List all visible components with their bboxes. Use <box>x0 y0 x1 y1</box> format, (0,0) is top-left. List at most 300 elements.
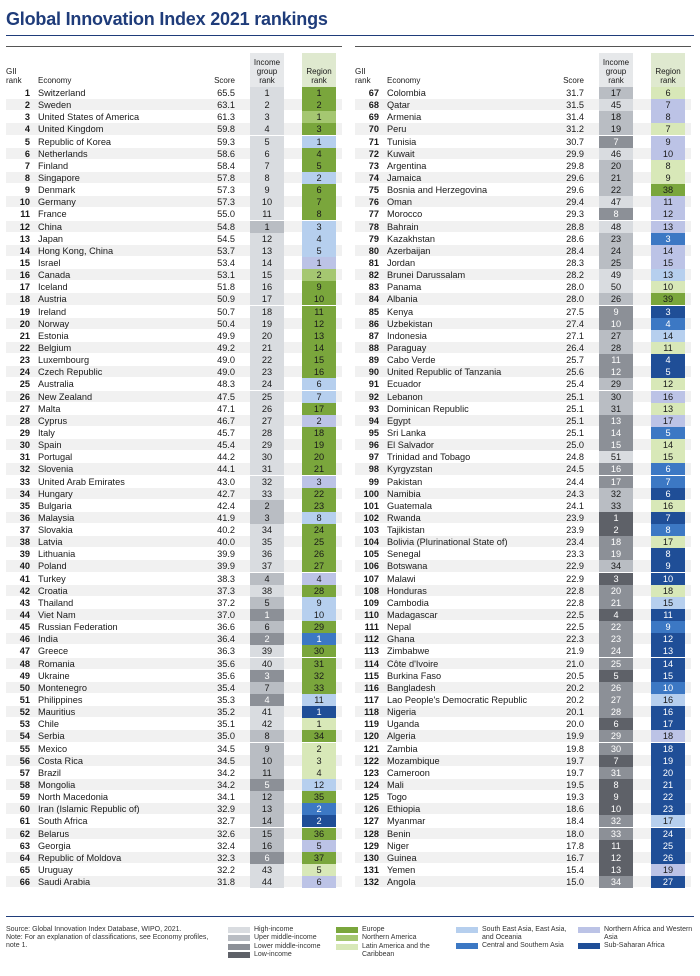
table-row <box>355 609 691 621</box>
economy-cell: Colombia <box>387 88 426 98</box>
income-rank-cell: 9 <box>599 791 633 803</box>
gii-rank-cell: 87 <box>368 330 379 341</box>
income-rank-cell: 35 <box>250 536 284 548</box>
table-row <box>6 730 342 742</box>
income-rank-cell: 9 <box>250 184 284 196</box>
score-cell: 31.7 <box>566 88 584 98</box>
gii-rank-cell: 28 <box>19 415 30 426</box>
economy-cell: Malta <box>38 403 61 414</box>
economy-cell: Lithuania <box>38 549 76 560</box>
income-rank-cell: 3 <box>250 670 284 682</box>
table-row <box>6 500 342 512</box>
income-rank-cell: 27 <box>599 330 633 342</box>
table-row <box>355 87 691 99</box>
gii-rank-cell: 20 <box>19 318 30 329</box>
region-rank-cell: 1 <box>302 136 336 148</box>
gii-rank-cell: 91 <box>368 379 379 390</box>
economy-cell: Bosnia and Herzegovina <box>387 185 488 196</box>
economy-cell: Malawi <box>387 573 416 584</box>
gii-rank-cell: 36 <box>19 512 30 523</box>
table-row <box>355 512 691 524</box>
table-row <box>355 840 691 852</box>
income-rank-cell: 7 <box>599 136 633 148</box>
economy-cell: Yemen <box>387 865 416 875</box>
score-cell: 24.8 <box>566 452 584 463</box>
gii-rank-cell: 45 <box>19 622 30 633</box>
economy-cell: India <box>38 634 58 645</box>
income-rank-cell: 13 <box>599 864 633 876</box>
table-row <box>6 136 342 148</box>
region-rank-cell: 32 <box>302 670 336 682</box>
economy-cell: Zimbabwe <box>387 646 430 657</box>
economy-cell: Mauritius <box>38 707 76 718</box>
gii-rank-cell: 102 <box>363 512 379 523</box>
economy-cell: Philippines <box>38 695 83 706</box>
gii-rank-cell: 50 <box>19 682 30 693</box>
table-row <box>355 803 691 815</box>
region-rank-cell: 39 <box>651 293 685 305</box>
table-row <box>355 743 691 755</box>
title-divider <box>6 35 694 36</box>
region-rank-cell: 8 <box>651 111 685 123</box>
economy-cell: Honduras <box>387 585 427 596</box>
economy-cell: Pakistan <box>387 476 423 487</box>
score-cell: 22.3 <box>566 634 584 645</box>
score-cell: 29.6 <box>566 172 584 183</box>
region-rank-cell: 6 <box>302 876 336 888</box>
legend-item <box>336 926 451 934</box>
income-rank-cell: 19 <box>250 318 284 330</box>
score-cell: 32.7 <box>217 816 235 827</box>
table-row <box>355 208 691 220</box>
score-cell: 19.7 <box>566 755 584 766</box>
income-rank-cell: 28 <box>599 706 633 718</box>
score-cell: 36.4 <box>217 634 235 645</box>
income-rank-cell: 12 <box>250 233 284 245</box>
score-cell: 35.2 <box>217 707 235 718</box>
region-rank-cell: 5 <box>302 864 336 876</box>
income-rank-cell: 37 <box>250 560 284 572</box>
economy-cell: Kazakhstan <box>387 233 436 244</box>
gii-rank-cell: 34 <box>19 488 30 499</box>
table-row <box>6 293 342 305</box>
region-rank-cell: 35 <box>302 791 336 803</box>
income-rank-cell: 12 <box>599 852 633 864</box>
economy-cell: Greece <box>38 646 69 657</box>
economy-cell: Myanmar <box>387 816 426 827</box>
table-row <box>355 585 691 597</box>
header-gii-rank: GII rank <box>6 67 22 85</box>
income-rank-cell: 34 <box>599 876 633 888</box>
table-row <box>355 573 691 585</box>
gii-rank-cell: 100 <box>363 488 379 499</box>
income-rank-cell: 13 <box>599 415 633 427</box>
table-row <box>6 415 342 427</box>
score-cell: 46.7 <box>217 415 235 426</box>
table-row <box>6 852 342 864</box>
region-rank-cell: 19 <box>302 439 336 451</box>
table-row <box>6 148 342 160</box>
region-rank-cell: 20 <box>651 767 685 779</box>
region-rank-cell: 4 <box>302 233 336 245</box>
economy-cell: Paraguay <box>387 342 427 353</box>
economy-cell: Burkina Faso <box>387 670 442 681</box>
score-cell: 36.3 <box>217 646 235 657</box>
gii-rank-cell: 84 <box>368 294 379 305</box>
legend-item <box>456 926 576 942</box>
score-cell: 31.8 <box>217 877 235 888</box>
income-rank-cell: 16 <box>599 463 633 475</box>
table-row <box>355 767 691 779</box>
gii-rank-cell: 9 <box>24 185 30 196</box>
economy-cell: Poland <box>38 561 67 572</box>
economy-cell: Austria <box>38 294 67 305</box>
economy-cell: Panama <box>387 282 422 293</box>
income-rank-cell: 6 <box>250 148 284 160</box>
table-row <box>6 621 342 633</box>
gii-rank-cell: 64 <box>19 852 30 863</box>
score-cell: 29.4 <box>566 197 584 208</box>
economy-cell: Italy <box>38 427 55 438</box>
score-cell: 24.4 <box>566 476 584 487</box>
legend-label: Latin America and the Caribbean <box>362 942 430 958</box>
gii-rank-cell: 19 <box>19 306 30 317</box>
economy-cell: Belarus <box>38 828 70 839</box>
score-cell: 23.9 <box>566 512 584 523</box>
income-rank-cell: 29 <box>599 730 633 742</box>
economy-cell: Mozambique <box>387 755 440 766</box>
table-row <box>355 221 691 233</box>
income-rank-cell: 10 <box>599 318 633 330</box>
region-rank-cell: 13 <box>651 221 685 233</box>
score-cell: 32.3 <box>217 852 235 863</box>
legend-swatch <box>228 944 250 950</box>
table-row <box>6 718 342 730</box>
table-row <box>355 415 691 427</box>
region-rank-cell: 26 <box>651 852 685 864</box>
rankings-table-left <box>6 53 342 888</box>
income-rank-cell: 11 <box>250 208 284 220</box>
legend-label: Northern Africa and Western Asia <box>604 926 693 941</box>
gii-rank-cell: 79 <box>368 233 379 244</box>
gii-rank-cell: 130 <box>363 852 379 863</box>
economy-cell: Switzerland <box>38 88 86 98</box>
legend-item <box>228 943 343 951</box>
economy-cell: Spain <box>38 440 62 451</box>
table-row <box>6 694 342 706</box>
score-cell: 47.5 <box>217 391 235 402</box>
income-rank-cell: 32 <box>250 476 284 488</box>
income-rank-cell: 6 <box>599 718 633 730</box>
gii-rank-cell: 16 <box>19 270 30 281</box>
score-cell: 20.2 <box>566 695 584 706</box>
region-rank-cell: 17 <box>651 415 685 427</box>
income-rank-cell: 30 <box>599 391 633 403</box>
region-rank-cell: 11 <box>302 306 336 318</box>
score-cell: 24.3 <box>566 488 584 499</box>
gii-rank-cell: 88 <box>368 342 379 353</box>
gii-rank-cell: 127 <box>363 816 379 827</box>
table-row <box>355 670 691 682</box>
region-rank-cell: 14 <box>651 658 685 670</box>
economy-cell: Mali <box>387 780 404 791</box>
income-rank-cell: 8 <box>599 208 633 220</box>
header-divider-right <box>355 46 691 47</box>
income-rank-cell: 22 <box>599 184 633 196</box>
gii-rank-cell: 69 <box>368 112 379 123</box>
economy-cell: Uruguay <box>38 865 73 875</box>
income-rank-cell: 17 <box>599 476 633 488</box>
gii-rank-cell: 15 <box>19 257 30 268</box>
gii-rank-cell: 14 <box>19 245 30 256</box>
region-rank-cell: 1 <box>302 111 336 123</box>
table-row <box>355 391 691 403</box>
table-row <box>6 706 342 718</box>
legend-swatch <box>456 927 478 933</box>
region-rank-cell: 17 <box>651 718 685 730</box>
gii-rank-cell: 126 <box>363 804 379 815</box>
income-rank-cell: 23 <box>599 633 633 645</box>
income-rank-cell: 3 <box>250 512 284 524</box>
region-rank-cell: 10 <box>651 148 685 160</box>
region-rank-cell: 16 <box>651 500 685 512</box>
legend-region-3 <box>578 926 696 950</box>
table-row <box>355 718 691 730</box>
income-rank-cell: 24 <box>250 378 284 390</box>
income-rank-cell: 2 <box>599 524 633 536</box>
region-rank-cell: 6 <box>651 87 685 99</box>
economy-cell: Costa Rica <box>38 755 83 766</box>
region-rank-cell: 12 <box>302 779 336 791</box>
region-rank-cell: 31 <box>302 658 336 670</box>
region-rank-cell: 9 <box>302 281 336 293</box>
economy-cell: Croatia <box>38 585 68 596</box>
region-rank-cell: 17 <box>651 536 685 548</box>
score-cell: 22.5 <box>566 622 584 633</box>
score-cell: 57.3 <box>217 185 235 196</box>
legend-label: High-income <box>254 926 294 933</box>
economy-cell: Japan <box>38 233 64 244</box>
gii-rank-cell: 12 <box>19 221 30 232</box>
region-rank-cell: 27 <box>651 876 685 888</box>
score-cell: 49.0 <box>217 367 235 378</box>
economy-cell: Ireland <box>38 306 67 317</box>
score-cell: 22.9 <box>566 561 584 572</box>
income-rank-cell: 51 <box>599 451 633 463</box>
table-row <box>355 451 691 463</box>
region-rank-cell: 16 <box>302 366 336 378</box>
score-cell: 22.9 <box>566 573 584 584</box>
region-rank-cell: 14 <box>651 330 685 342</box>
region-rank-cell: 10 <box>651 682 685 694</box>
table-row <box>355 536 691 548</box>
region-rank-cell: 14 <box>651 245 685 257</box>
score-cell: 35.1 <box>217 719 235 730</box>
score-cell: 21.0 <box>566 658 584 669</box>
score-cell: 26.4 <box>566 342 584 353</box>
region-rank-cell: 18 <box>651 743 685 755</box>
economy-cell: Portugal <box>38 452 73 463</box>
economy-cell: Angola <box>387 877 416 888</box>
gii-rank-cell: 35 <box>19 500 30 511</box>
gii-rank-cell: 104 <box>363 537 379 548</box>
region-rank-cell: 19 <box>651 864 685 876</box>
income-rank-cell: 16 <box>250 840 284 852</box>
legend-item <box>456 942 576 958</box>
region-rank-cell: 13 <box>651 403 685 415</box>
region-rank-cell: 4 <box>302 148 336 160</box>
gii-rank-cell: 6 <box>24 148 30 159</box>
income-rank-cell: 7 <box>599 755 633 767</box>
gii-rank-cell: 62 <box>19 828 30 839</box>
income-rank-cell: 9 <box>599 306 633 318</box>
legend-label: Uper middle-income <box>254 934 317 942</box>
region-rank-cell: 4 <box>651 354 685 366</box>
legend-item <box>228 926 343 934</box>
score-cell: 61.3 <box>217 112 235 123</box>
gii-rank-cell: 129 <box>363 840 379 851</box>
score-cell: 63.1 <box>217 100 235 111</box>
score-cell: 19.9 <box>566 731 584 742</box>
note-text: Note: For an explanation of classifications, see Economy profiles, note 1. <box>6 934 209 949</box>
economy-cell: Chile <box>38 719 59 730</box>
income-rank-cell: 41 <box>250 706 284 718</box>
income-rank-cell: 4 <box>250 123 284 135</box>
region-rank-cell: 24 <box>302 524 336 536</box>
score-cell: 31.4 <box>566 112 584 123</box>
region-rank-cell: 2 <box>302 172 336 184</box>
table-row <box>6 160 342 172</box>
income-rank-cell: 14 <box>250 257 284 269</box>
income-rank-cell: 3 <box>599 573 633 585</box>
economy-cell: Dominican Republic <box>387 403 469 414</box>
score-cell: 34.2 <box>217 767 235 778</box>
region-rank-cell: 5 <box>302 840 336 852</box>
region-rank-cell: 9 <box>651 136 685 148</box>
gii-rank-cell: 90 <box>368 367 379 378</box>
score-cell: 44.2 <box>217 452 235 463</box>
gii-rank-cell: 63 <box>19 840 30 851</box>
table-row <box>6 427 342 439</box>
region-rank-cell: 7 <box>302 196 336 208</box>
table-row <box>355 755 691 767</box>
gii-rank-cell: 121 <box>363 743 379 754</box>
region-rank-cell: 10 <box>651 573 685 585</box>
gii-rank-cell: 106 <box>363 561 379 572</box>
gii-rank-cell: 10 <box>19 197 30 208</box>
economy-cell: Estonia <box>38 330 69 341</box>
table-row <box>6 196 342 208</box>
income-rank-cell: 5 <box>599 670 633 682</box>
economy-cell: Lebanon <box>387 391 423 402</box>
income-rank-cell: 31 <box>599 767 633 779</box>
economy-cell: El Salvador <box>387 440 434 451</box>
gii-rank-cell: 123 <box>363 767 379 778</box>
table-body-left <box>6 87 342 888</box>
header-score: Score <box>563 76 584 85</box>
income-rank-cell: 9 <box>250 743 284 755</box>
region-rank-cell: 9 <box>651 560 685 572</box>
region-rank-cell: 11 <box>651 342 685 354</box>
legend-swatch <box>336 935 358 941</box>
table-row <box>6 476 342 488</box>
region-rank-cell: 3 <box>302 123 336 135</box>
income-rank-cell: 13 <box>250 245 284 257</box>
region-rank-cell: 15 <box>651 257 685 269</box>
score-cell: 45.4 <box>217 440 235 451</box>
gii-rank-cell: 125 <box>363 792 379 803</box>
score-cell: 25.6 <box>566 367 584 378</box>
score-cell: 32.6 <box>217 828 235 839</box>
score-cell: 28.8 <box>566 221 584 232</box>
score-cell: 18.6 <box>566 804 584 815</box>
gii-rank-cell: 95 <box>368 427 379 438</box>
score-cell: 27.1 <box>566 330 584 341</box>
income-rank-cell: 30 <box>599 743 633 755</box>
income-rank-cell: 5 <box>250 779 284 791</box>
table-row <box>355 633 691 645</box>
income-rank-cell: 24 <box>599 245 633 257</box>
gii-rank-cell: 21 <box>19 330 30 341</box>
economy-cell: Ukraine <box>38 670 70 681</box>
footer-divider <box>6 916 694 917</box>
economy-cell: Germany <box>38 197 76 208</box>
score-cell: 28.0 <box>566 294 584 305</box>
table-row <box>355 366 691 378</box>
table-row <box>355 172 691 184</box>
gii-rank-cell: 128 <box>363 828 379 839</box>
economy-cell: Singapore <box>38 172 80 183</box>
legend-label: Central and Southern Asia <box>482 942 564 949</box>
legend-region-2 <box>456 926 576 958</box>
gii-rank-cell: 11 <box>20 209 30 220</box>
score-cell: 35.0 <box>217 731 235 742</box>
table-row <box>6 463 342 475</box>
score-cell: 32.2 <box>217 865 235 875</box>
region-rank-cell: 17 <box>651 815 685 827</box>
gii-rank-cell: 119 <box>364 719 379 730</box>
table-row <box>355 828 691 840</box>
income-rank-cell: 3 <box>250 111 284 123</box>
score-cell: 34.1 <box>217 792 235 803</box>
gii-rank-cell: 47 <box>19 646 30 657</box>
gii-rank-cell: 78 <box>368 221 379 232</box>
gii-rank-cell: 49 <box>19 670 30 681</box>
region-rank-cell: 5 <box>651 427 685 439</box>
income-rank-cell: 4 <box>599 609 633 621</box>
score-cell: 24.5 <box>566 464 584 475</box>
economy-cell: Kyrgyzstan <box>387 464 433 475</box>
score-cell: 58.6 <box>217 148 235 159</box>
score-cell: 29.6 <box>566 185 584 196</box>
gii-rank-cell: 39 <box>19 549 30 560</box>
region-rank-cell: 25 <box>302 536 336 548</box>
gii-rank-cell: 42 <box>19 585 30 596</box>
region-rank-cell: 10 <box>651 281 685 293</box>
table-row <box>355 791 691 803</box>
source-note <box>6 926 216 950</box>
score-cell: 48.3 <box>217 379 235 390</box>
table-row <box>6 99 342 111</box>
income-rank-cell: 33 <box>599 500 633 512</box>
region-rank-cell: 1 <box>302 633 336 645</box>
economy-cell: Turkey <box>38 573 66 584</box>
score-cell: 35.6 <box>217 670 235 681</box>
economy-cell: Slovakia <box>38 525 73 536</box>
gii-rank-cell: 26 <box>19 391 30 402</box>
economy-cell: Albania <box>387 294 418 305</box>
region-rank-cell: 3 <box>651 233 685 245</box>
